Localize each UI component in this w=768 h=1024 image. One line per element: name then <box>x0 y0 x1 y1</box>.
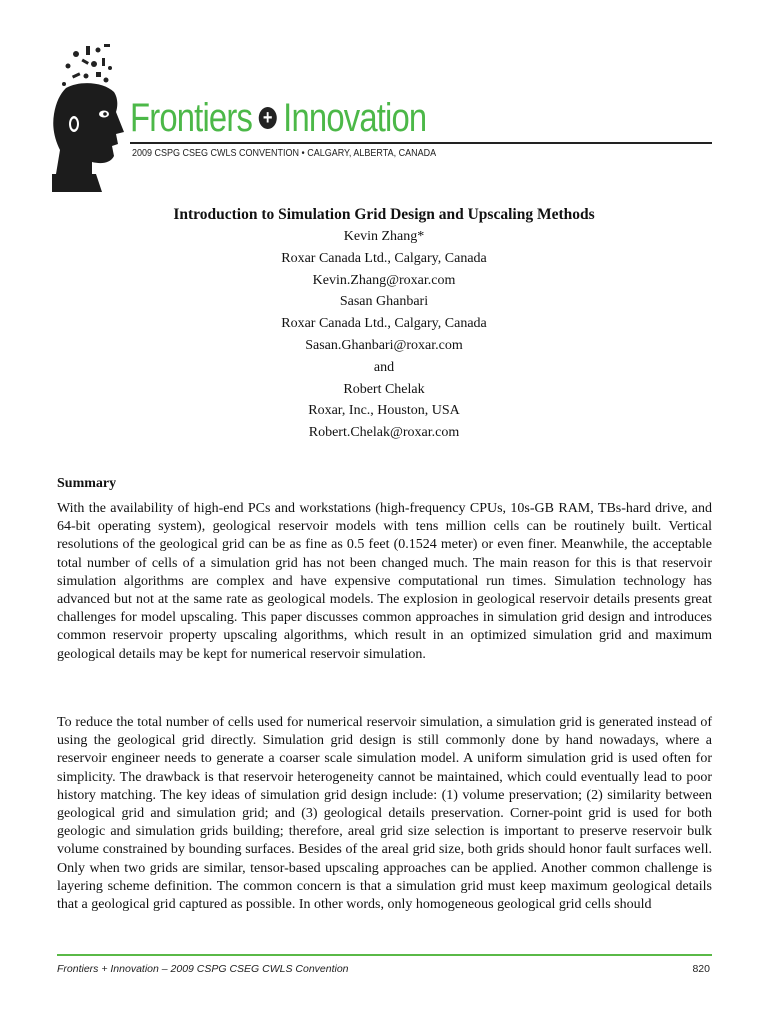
paper-title: Introduction to Simulation Grid Design and Upscaling Methods <box>173 206 595 223</box>
author-name: Sasan Ghanbari <box>339 294 429 310</box>
author-email: Kevin.Zhang@roxar.com <box>312 272 456 288</box>
body-paragraph: With the availability of high-end PCs and workstations (high-frequency CPUs, 10s-GB RAM, TBs-hard drive, and 64-bit operating system), geological reservoir models with tens million cells can be routinely built. Vertical resolutions of the geological grid can be as fine as 0.5 feet (0.1524 meter) or even finer. Meanwhile, the acceptable total number of cells of a simulation grid has not been changed much. The main reason for this is that reservoir simulation algorithms are complex and have expensive computational run times. Simulation technology has advanced but not at the same rate as geological models. The explosion in geological reservoir details presents great challenges for model upscaling. This paper discusses common approaches in simulation grid design and introduces common reservoir property upscaling algorithms, which result in an optimized simulation grid and maximum geological details may be kept for numerical reservoir simulation. <box>57 501 712 662</box>
body-paragraph: To reduce the total number of cells used for numerical reservoir simulation, a simulation grid is generated instead of using the geological grid directly. Simulation grid design is still commonly done by hand nowadays, where a reservoir engineer needs to generate a coarser scale simulation model. A uniform simulation grid is used often for simplicity. The drawback is that reservoir heterogeneity cannot be maintained, which could eventually lead to poor history matching. The key ideas of simulation grid design include: (1) volume preservation; (2) similarity between geological grid and simulation grid; and (3) geological details preservation. Corner-point grid is used for both geologic and simulation grids building; therefore, areal grid size selection is important to preserve reservoir bulk volume constrained by bounding surfaces. Besides of the areal grid size, both grids should honor fault surfaces well. Only when two grids are similar, tensor-based upscaling approaches can be applied. Another common challenge is layering scheme definition. The common concern is that a simulation grid must keep maximum geological details that a geological grid captured as possible. In other words, only homogeneous geological grid cells should <box>57 715 712 913</box>
page-number: 820 <box>692 963 710 975</box>
author-affiliation: Roxar Canada Ltd., Calgary, Canada <box>281 250 487 266</box>
logo-word-innovation: Innovation <box>283 95 427 140</box>
author-conjunction: and <box>373 359 395 375</box>
logo-wordmark <box>130 90 426 146</box>
header-divider <box>130 142 712 144</box>
logo-word-frontiers: Frontiers <box>130 95 253 140</box>
title-block <box>0 204 768 444</box>
author-affiliation: Roxar, Inc., Houston, USA <box>308 403 460 419</box>
logo-plus-icon: + <box>259 107 277 129</box>
author-email: Sasan.Ghanbari@roxar.com <box>305 337 463 353</box>
author-affiliation: Roxar Canada Ltd., Calgary, Canada <box>281 316 487 332</box>
author-name: Kevin Zhang* <box>343 229 425 244</box>
convention-line: 2009 CSPG CSEG CWLS CONVENTION • CALGARY, ALBERTA, CANADA <box>132 148 437 159</box>
head-silhouette-with-ideas-icon <box>52 40 132 192</box>
author-name: Robert Chelak <box>343 381 425 397</box>
footer-divider <box>57 954 712 956</box>
author-email: Robert.Chelak@roxar.com <box>308 425 460 441</box>
section-heading-summary: Summary <box>57 476 117 491</box>
footer-convention-text: Frontiers + Innovation – 2009 CSPG CSEG CWLS Convention <box>57 963 349 975</box>
